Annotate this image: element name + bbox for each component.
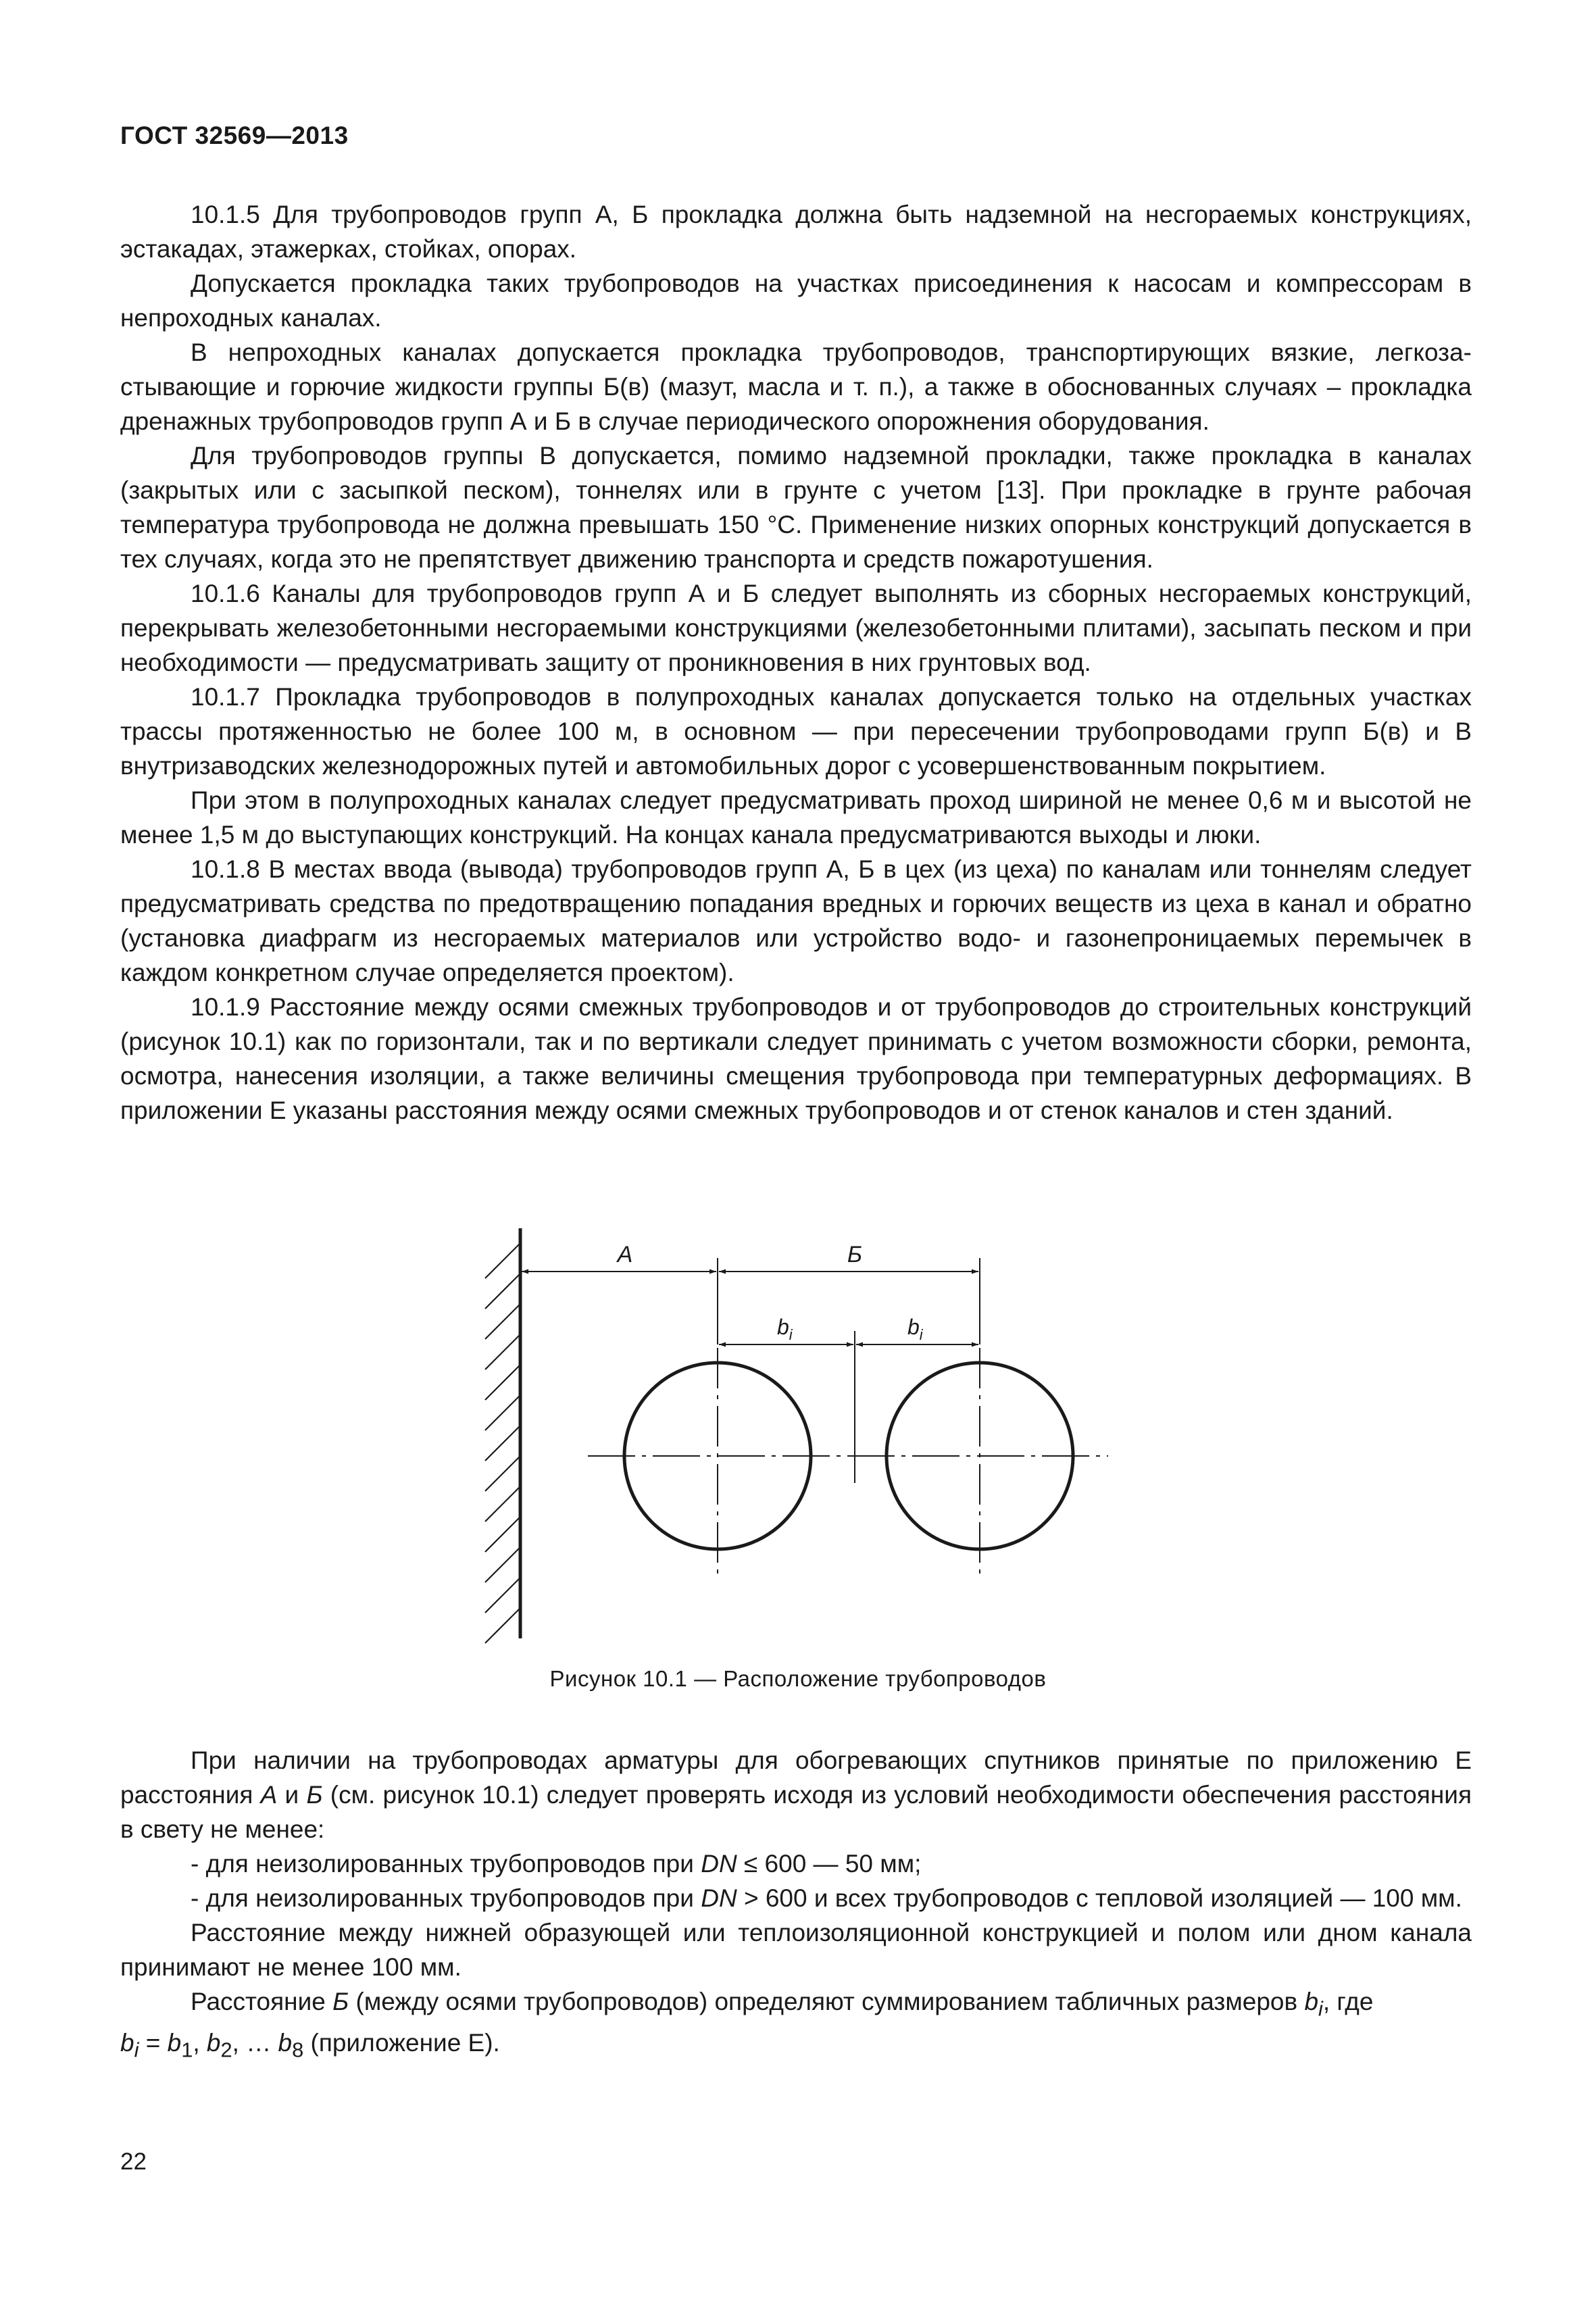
paragraph-pumps: Допускается прокладка таких трубопроводов на участках присоединения к насосам и компрессорам в непроходных каналах. [120, 270, 1472, 332]
dimension-bi-right [856, 1315, 978, 1344]
svg-text:bi [907, 1315, 924, 1343]
paragraph-10-1-5: 10.1.5 Для трубопроводов групп А, Б прокладка должна быть надземной на несгораемых конструкциях, эстакадах, этажерках, стойках, опорах. [120, 201, 1472, 263]
section-text-bottom [120, 1743, 1472, 2067]
dimension-b [719, 1242, 978, 1272]
svg-text:bi [777, 1315, 793, 1343]
wall-hatching [485, 1228, 520, 1643]
label-bi-right: b [907, 1315, 920, 1339]
paragraph-bottom-clearance: Расстояние между нижней образующей или теплоизоляционной конструкцией и полом или дном канала принимают не менее 100 мм. [120, 1919, 1472, 1981]
centerlines [588, 1348, 1108, 1574]
list-item-uninsulated-small: - для неизолированных трубопроводов при DN ≤ 600 — 50 мм; [191, 1850, 922, 1878]
list-item-uninsulated-large: - для неизолированных трубопроводов при DN > 600 и всех трубопроводов с тепловой изоляцией — 100 мм. [191, 1884, 1462, 1912]
paragraph-10-1-6: 10.1.6 Каналы для трубопроводов групп А и Б следует выполнять из сборных несгораемых конструкций, перекрывать железобетонными несгораемыми конструкциями (железобетонными плитами), засыпать песком и при необходимости — предусматривать защиту от проникновения в них грунтовых вод. [120, 580, 1472, 676]
paragraph-10-1-7: 10.1.7 Прокладка трубопроводов в полупроходных каналах допускается только на отдельных участках трассы протяженностью не более 100 м, в основном — при пересечении трубопроводами групп Б(в) и В внутризаводских железнодорожных путей и автомобильных дорог с усовершенствованным покрытием. [120, 683, 1472, 780]
label-b: Б [847, 1242, 863, 1267]
paragraph-10-1-9: 10.1.9 Расстояние между осями смежных трубопроводов и от трубопроводов до строительных конструкций (рисунок 10.1) как по горизонтали, так и по вертикали следует принимать с учетом возможности сборки, ремонта, осмотра, нанесения изоляции, а также величины смещения трубопровода при температурных деформациях. В приложении Е указаны расстояния между осями смежных трубопроводов и от стенок каналов и стен зданий. [120, 993, 1472, 1124]
dimension-a [522, 1242, 716, 1272]
figure-caption: Рисунок 10.1 — Расположение трубопроводов [549, 1666, 1047, 1691]
label-a: А [617, 1242, 633, 1267]
paragraph-channels: В непроходных каналах допускается прокладка трубопроводов, транспортирующих вязкие, легкозастывающие и горючие жидкости группы Б(в) (мазут, масла и т. п.), а также в обоснованных случаях – прокладка дренажных трубопроводов групп А и Б в случае периодического опорожнения оборудования. [120, 338, 1472, 435]
paragraph-distance-b: Расстояние Б (между осями трубопроводов) определяют суммированием табличных размеров $b_i$, где [191, 1988, 1374, 2021]
label-bi-right-sub: i [919, 1326, 923, 1343]
paragraph-group-v: Для трубопроводов группы В допускается, помимо надземной прокладки, также прокладка в каналах (закрытых или с засыпкой песком), тоннелях или в грунте с учетом [13]. При прокладке в грунте рабочая температура трубопровода не должна превышать 150 °С. Применение низких опорных конструкций допускается в тех случаях, когда это не препятствует движению транспорта и средств пожаротушения. [120, 442, 1472, 573]
paragraph-armature: При наличии на трубопроводах арматуры для обогревающих спутников принятые по приложению Е расстояния А и Б (см. рисунок 10.1) следует проверять исходя из условий необходимости обеспечения расстояния в свету не менее: [120, 1746, 1472, 1843]
label-bi-left: b [777, 1315, 789, 1339]
page-number: 22 [120, 2148, 147, 2175]
paragraph-10-1-8: 10.1.8 В местах ввода (вывода) трубопроводов групп А, Б в цех (из цеха) по каналам или тоннелям следует предусматривать средства по предотвращению попадания вредных и горючих веществ из цеха в канал и обратно (установка диафрагм из несгораемых материалов или устройство водо- и газонепроницаемых перемычек в каждом конкретном случае определяется проектом). [120, 855, 1472, 986]
label-bi-left-sub: i [789, 1326, 793, 1343]
document-header: ГОСТ 32569—2013 [120, 122, 349, 149]
paragraph-bi-formula: $b_i = b_1$, $b_2$, … $b_8$ (приложение Е). [120, 2029, 500, 2062]
dimension-bi-left [719, 1315, 853, 1344]
paragraph-semi-passage: При этом в полупроходных каналах следует предусматривать проход шириной не менее 0,6 м и высотой не менее 1,5 м до выступающих конструкций. На концах канала предусматриваются выходы и люки. [120, 786, 1472, 849]
